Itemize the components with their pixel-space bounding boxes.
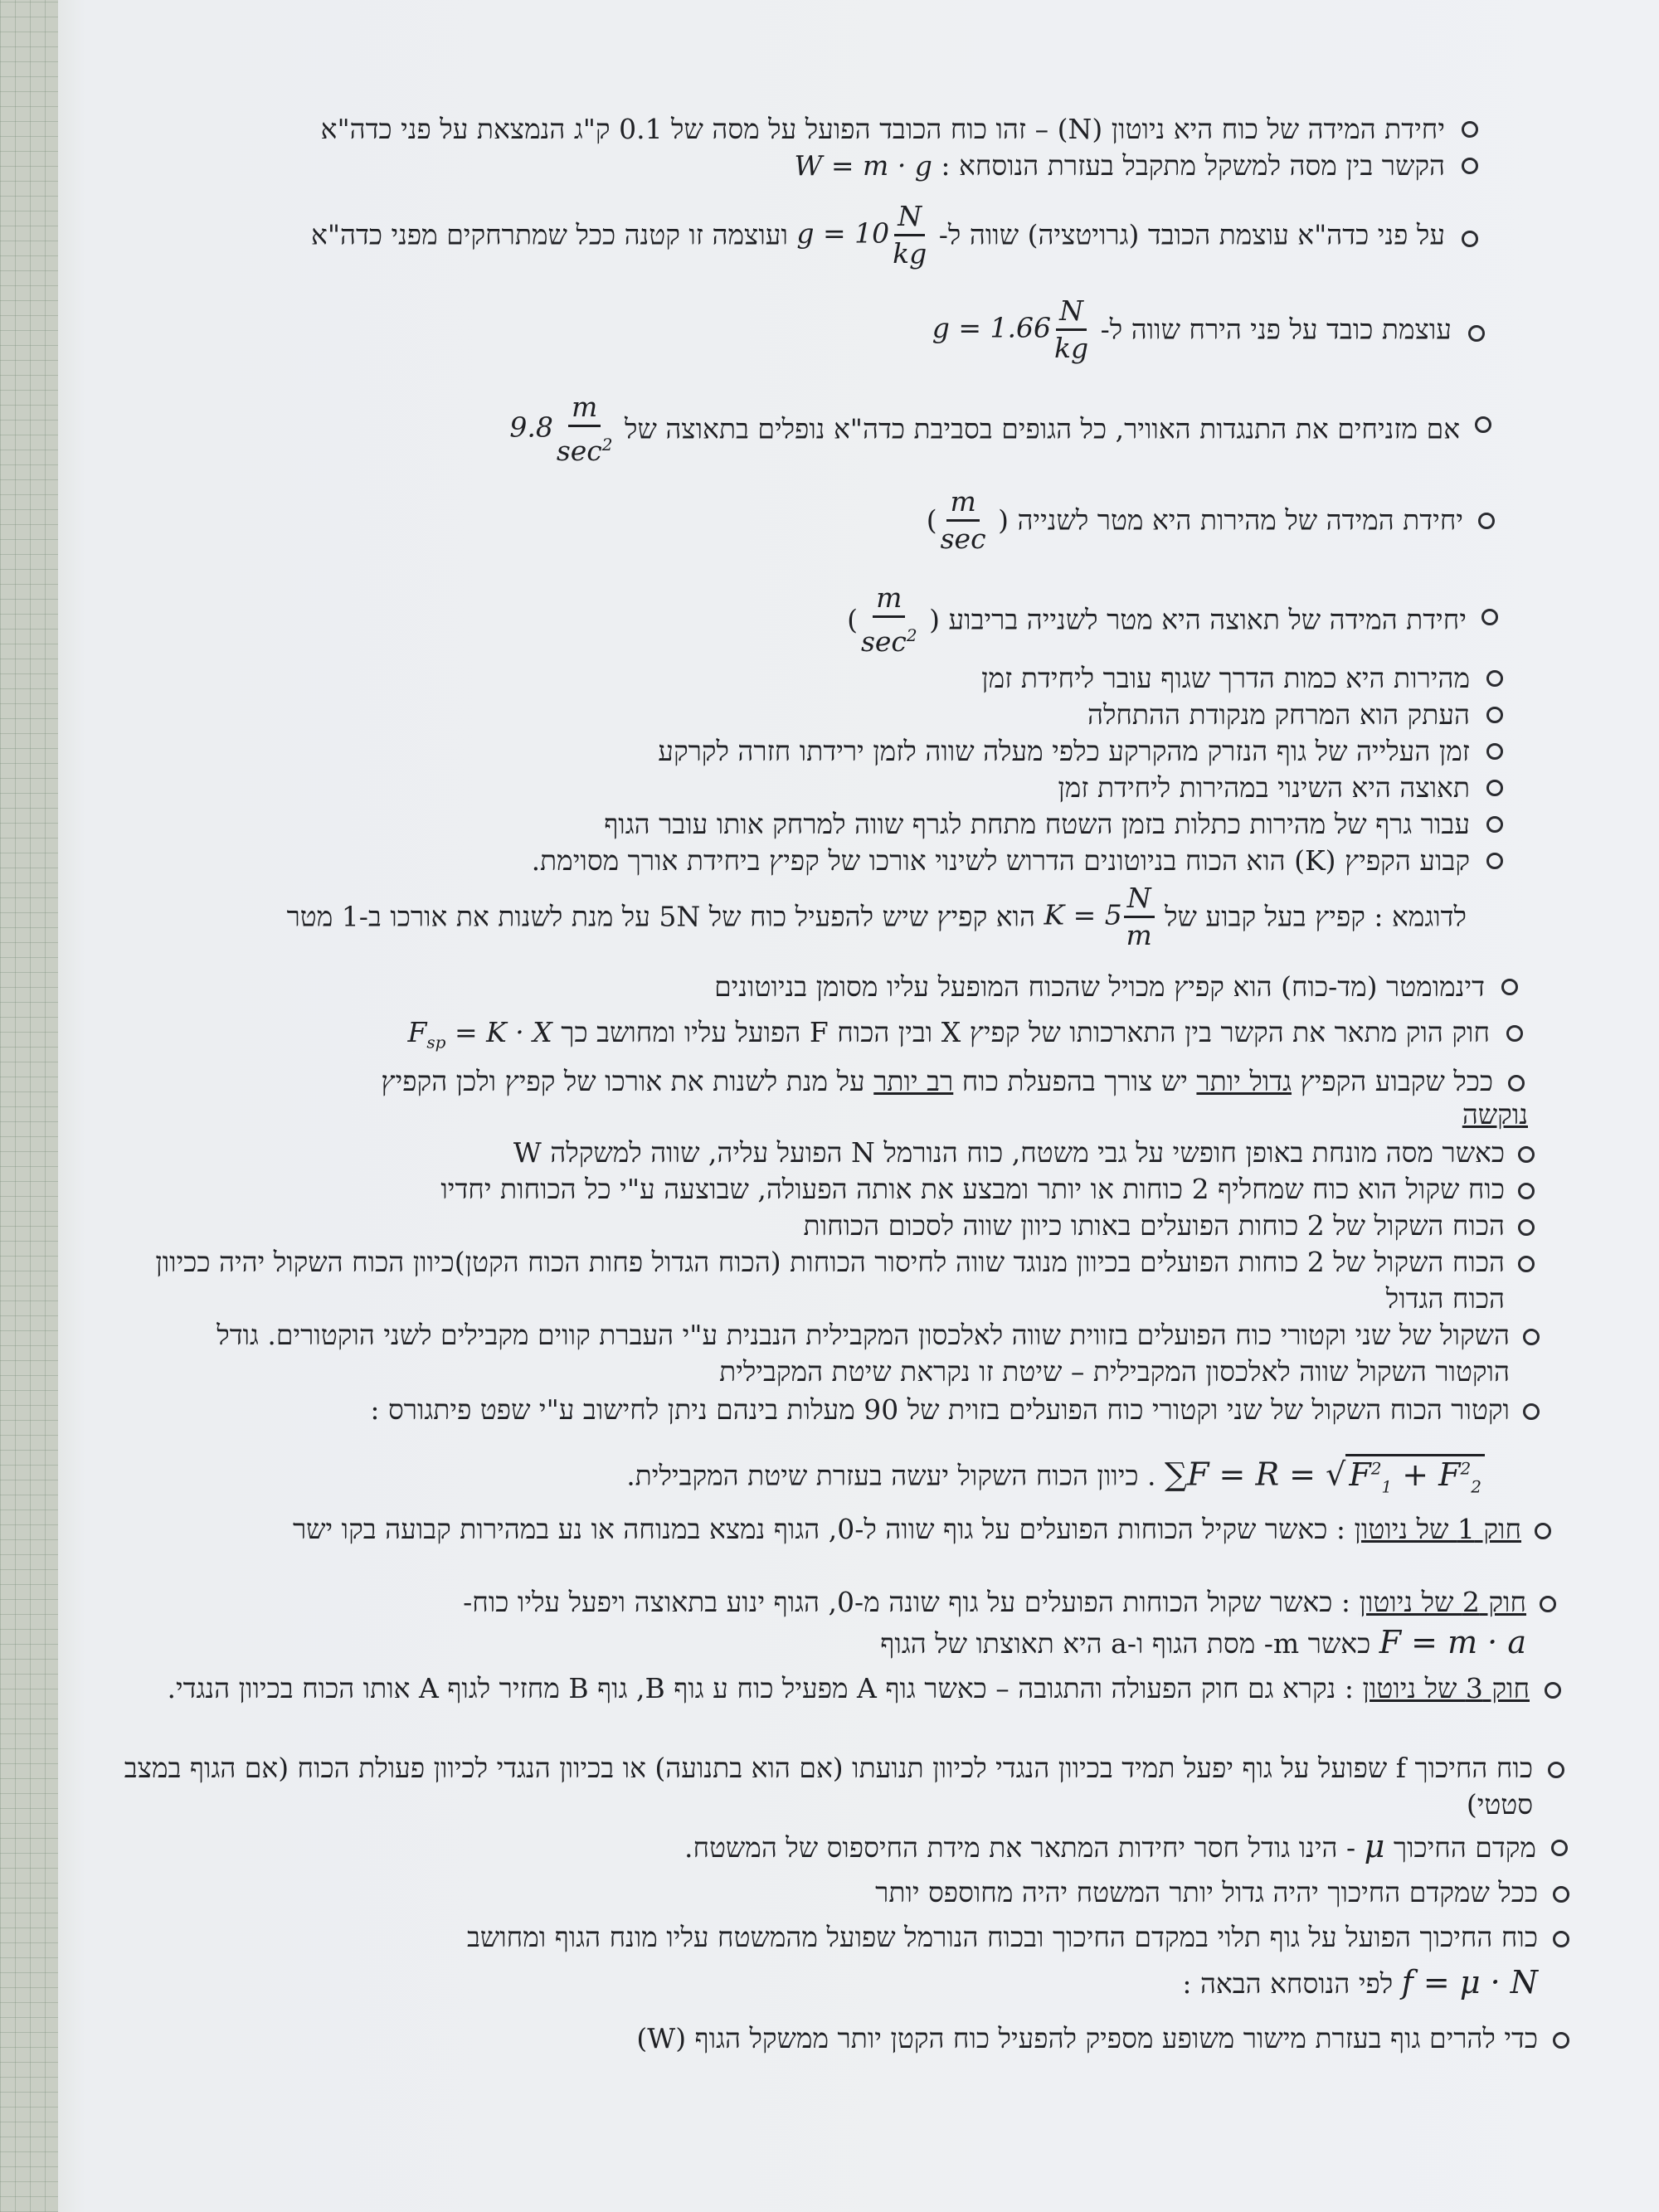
list-item: כוח החיכוך הפועל על גוף תלוי במקדם החיכוך ובכוח הנורמל שפועל מהמשטח עליו מונח הגוף ומחושב (466, 1921, 1538, 1953)
list-item: כוח שקול הוא כוח שמחליף 2 כוחות או יותר ומבצע את אותה הפעולה, שבוצעה ע"י כל הכוחות יחדיו (440, 1173, 1505, 1205)
list-item (794, 148, 1445, 184)
list-item: ככל שקבוע הקפיץ גדול יותר יש צורך בהפעלת כוח רב יותר על מנת לשנות את אורכו של קפיץ ולכן הקפיץ (381, 1065, 1493, 1097)
formula-line (626, 1441, 1485, 1513)
list-item-continuation: F = m · a כאשר m- מסת הגוף ו-a היא תאוצתו של הגוף (880, 1624, 1526, 1660)
mu-symbol: μ (1364, 1828, 1385, 1864)
bullet (1508, 1075, 1525, 1091)
list-item: עבור גרף של מהירות כתלות בזמן השטח מתחת לגרף שווה למרחק אותו עובר הגוף (604, 808, 1470, 840)
list-item: זמן העלייה של גוף הנזרק מהקרקע כלפי מעלה שווה לזמן ירידתו חזרה לקרקע (658, 735, 1470, 767)
bullet (1518, 1256, 1535, 1272)
list-item (932, 294, 1452, 366)
bullet (1523, 1329, 1540, 1345)
list-item-continuation: נוקשה (1462, 1098, 1528, 1130)
bullet (1501, 979, 1518, 995)
example-text: לדוגמא : קפיץ בעל קבוע של (1165, 900, 1467, 933)
bullet (1535, 1523, 1551, 1539)
list-item: יחידת המידה של מהירות היא מטר לשנייה ( $\frac{m}{\sec}$ ) (926, 485, 1463, 555)
list-item: ככל שמקדם החיכוך יהיה גדול יותר המשטח יהיה מחוספס יותר (875, 1876, 1538, 1908)
list-item-text: . כיוון הכוח השקול יעשה בעזרת שיטת המקבילית. (626, 1459, 1156, 1492)
bullet (1478, 513, 1495, 529)
g-earth-formula: g = 10 $\frac{N}{kg}$ (796, 200, 927, 270)
list-item: מהירות היא כמות הדרך שגוף עובר ליחידת זמן (981, 662, 1470, 694)
bullet (1486, 743, 1503, 760)
bullet (1468, 325, 1485, 342)
hooke-formula: $F_{sp} = K \cdot X$ (407, 1016, 552, 1053)
bullet (1506, 1025, 1523, 1042)
list-item: כוח החיכוך f שפועל על גוף יפעל תמיד בכיוון הנגדי לכיוון תנועתו (אם הוא בתנועה) או בכיוון הנגדי לכיוון פעולת הכוח (אם הגוף במצב סטטי) (124, 1752, 1533, 1821)
newton-law-2-title: חוק 2 של ניוטון (1359, 1586, 1526, 1618)
list-item: הכוח השקול של 2 כוחות הפועלים בכיוון מנוגד שווה לחיסור הכוחות (הכוח הגדול פחות הכוח הקטן)כיוון הכוח השקול יהיה ככיוון הכוח הגדול (155, 1246, 1505, 1315)
bullet (1553, 1886, 1569, 1903)
list-item: חוק 3 של ניוטון : נקרא גם חוק הפעולה והתגובה – כאשר גוף A מפעיל כוח ע גוף B, גוף B מחזיר לגוף A אותו הכוח בכיוון הנגדי. (167, 1672, 1530, 1704)
list-item: תאוצה היא השינוי במהירות ליחידת זמן (1058, 771, 1470, 804)
list-item: חוק 1 של ניוטון : כאשר שקיל הכוחות הפועלים על גוף שווה ל-0, הגוף נמצא במנוחה או נע במהירות קבועה בקו ישר (292, 1513, 1521, 1545)
list-item: כדי להרים גוף בעזרת מישור משופע מספיק להפעיל כוח הקטן יותר ממשקל הגוף (W) (636, 2022, 1538, 2054)
bullet (1553, 1931, 1569, 1947)
list-item: הכוח השקול של 2 כוחות הפועלים באותו כיוון שווה לסכום הכוחות (803, 1209, 1505, 1242)
bullet (1553, 2032, 1569, 2049)
bullet (1462, 121, 1478, 138)
list-item (311, 199, 1445, 271)
list-item: יחידת המידה של כוח היא ניוטון (N) – זהו כוח הכובד הפועל על מסה של 0.1 ק"ג הנמצאת על פני כדה"א (320, 113, 1445, 145)
list-item-text: על פני כדה"א עוצמת הכובד (גרויטציה) שווה ל- (938, 218, 1445, 251)
bullet (1486, 670, 1503, 687)
bullet (1545, 1682, 1561, 1699)
list-item-text: הקשר בין מסה למשקל מתקבל בעזרת הנוסחא : (941, 149, 1445, 182)
list-item: השקול של שני וקטורי כוח הפועלים בזווית שווה לאלכסון המקבילית הנבנית ע"י העברת קווים מקבילים לשני הוקטורים. גודל הוקטור השקול שווה לאלכסון המקבילית – שיטת זו נקראת שיטת המקבילית (216, 1319, 1510, 1388)
weight-formula: W = m · g (794, 149, 932, 182)
k-formula: K = 5 $\frac{N}{m}$ (1044, 881, 1155, 953)
list-item-continuation: f = μ · N לפי הנוסחא הבאה : (1182, 1964, 1538, 2001)
list-item (408, 1012, 1490, 1063)
bullet (1518, 1183, 1535, 1199)
bullet (1518, 1219, 1535, 1236)
list-item: חוק 2 של ניוטון : כאשר שקול הכוחות הפועלים על גוף שונה מ-0, הגוף ינוע בתאוצה ויפעל עליו כוח- (463, 1586, 1526, 1618)
bullet (1486, 853, 1503, 869)
grid-paper-edge (0, 0, 58, 2212)
bullet (1540, 1596, 1556, 1612)
bullet (1462, 231, 1478, 247)
velocity-unit: $\frac{m}{\sec}$ (940, 485, 986, 555)
bullet (1475, 416, 1491, 433)
list-item (509, 390, 1460, 469)
newton-law-1-title: חוק 1 של ניוטון (1354, 1513, 1521, 1545)
list-item: העתק הוא המרחק מנקודת ההתחלה (1087, 698, 1470, 731)
list-item-text: חוק הוק מתאר את הקשר בין התארכותו של קפיץ X ובין הכוח F הפועל עליו ומחושב כך (561, 1016, 1490, 1048)
bullet (1548, 1762, 1564, 1778)
example-line (287, 881, 1467, 953)
friction-formula: f = μ · N (1401, 1964, 1538, 2001)
newton-law-3-title: חוק 3 של ניוטון (1362, 1672, 1530, 1704)
list-item-text: ועוצמה זו קטנה ככל שמתרחקים מפני כדה"א (311, 218, 788, 251)
resultant-formula: ∑F = R = √ $F^2_1 + F^2_2$ (1165, 1441, 1485, 1513)
bullet (1486, 780, 1503, 796)
bullet (1481, 609, 1498, 625)
g-moon-formula: g = 1.66 $\frac{N}{kg}$ (932, 294, 1089, 364)
list-item: כאשר מסה מונחת באופן חופשי על גבי משטח, כוח הנורמל N הפועל עליה, שווה למשקלה W (513, 1136, 1505, 1169)
example-text: הוא קפיץ שיש להפעיל כוח של 5N על מנת לשנות את אורכו ב-1 מטר (286, 900, 1035, 933)
bullet (1518, 1146, 1535, 1163)
list-item: מקדם החיכוך μ - הינו גודל חסר יחידות המתאר את מידת החיספוס של המשטח. (684, 1828, 1536, 1864)
bullet (1462, 158, 1478, 174)
list-item: דינמומטר (מד-כוח) הוא קפיץ מכויל שהכוח המופעל עליו מסומן בניוטונים (714, 970, 1485, 1003)
bullet (1486, 707, 1503, 723)
list-item: קבוע הקפיץ (K) הוא הכוח בניוטונים הדרוש לשינוי אורכו של קפיץ ביחידת אורך מסוימת. (531, 844, 1470, 877)
bullet (1523, 1403, 1540, 1420)
list-item-text: אם מזניחים את התנגדות האוויר, כל הגופים בסביבת כדה"א נופלים בתאוצה של (625, 412, 1460, 445)
list-item-text: יחידת המידה של תאוצה היא מטר לשנייה בריבוע ( (929, 603, 1467, 636)
bullet (1486, 816, 1503, 833)
list-item-text: יחידת המידה של מהירות היא מטר לשנייה ( (998, 503, 1463, 537)
acceleration-unit: $\frac{m}{\sec^2}$ (860, 581, 917, 658)
list-item: וקטור הכוח השקול של שני וקטורי כוח הפועלים בזוית של 90 מעלות בינהם ניתן לחישוב ע"י שפט פיתגורס : (370, 1393, 1510, 1426)
fall-accel-formula: 9.8 $\frac{m}{\sec^2}$ (509, 391, 613, 467)
bullet (1551, 1840, 1568, 1856)
list-item: יחידת המידה של תאוצה היא מטר לשנייה בריבוע ( $\frac{m}{\sec^2}$ ) (847, 581, 1467, 658)
newton2-formula: F = m · a (1379, 1624, 1526, 1660)
list-item-text: עוצמת כובד על פני הירח שווה ל- (1100, 313, 1452, 346)
